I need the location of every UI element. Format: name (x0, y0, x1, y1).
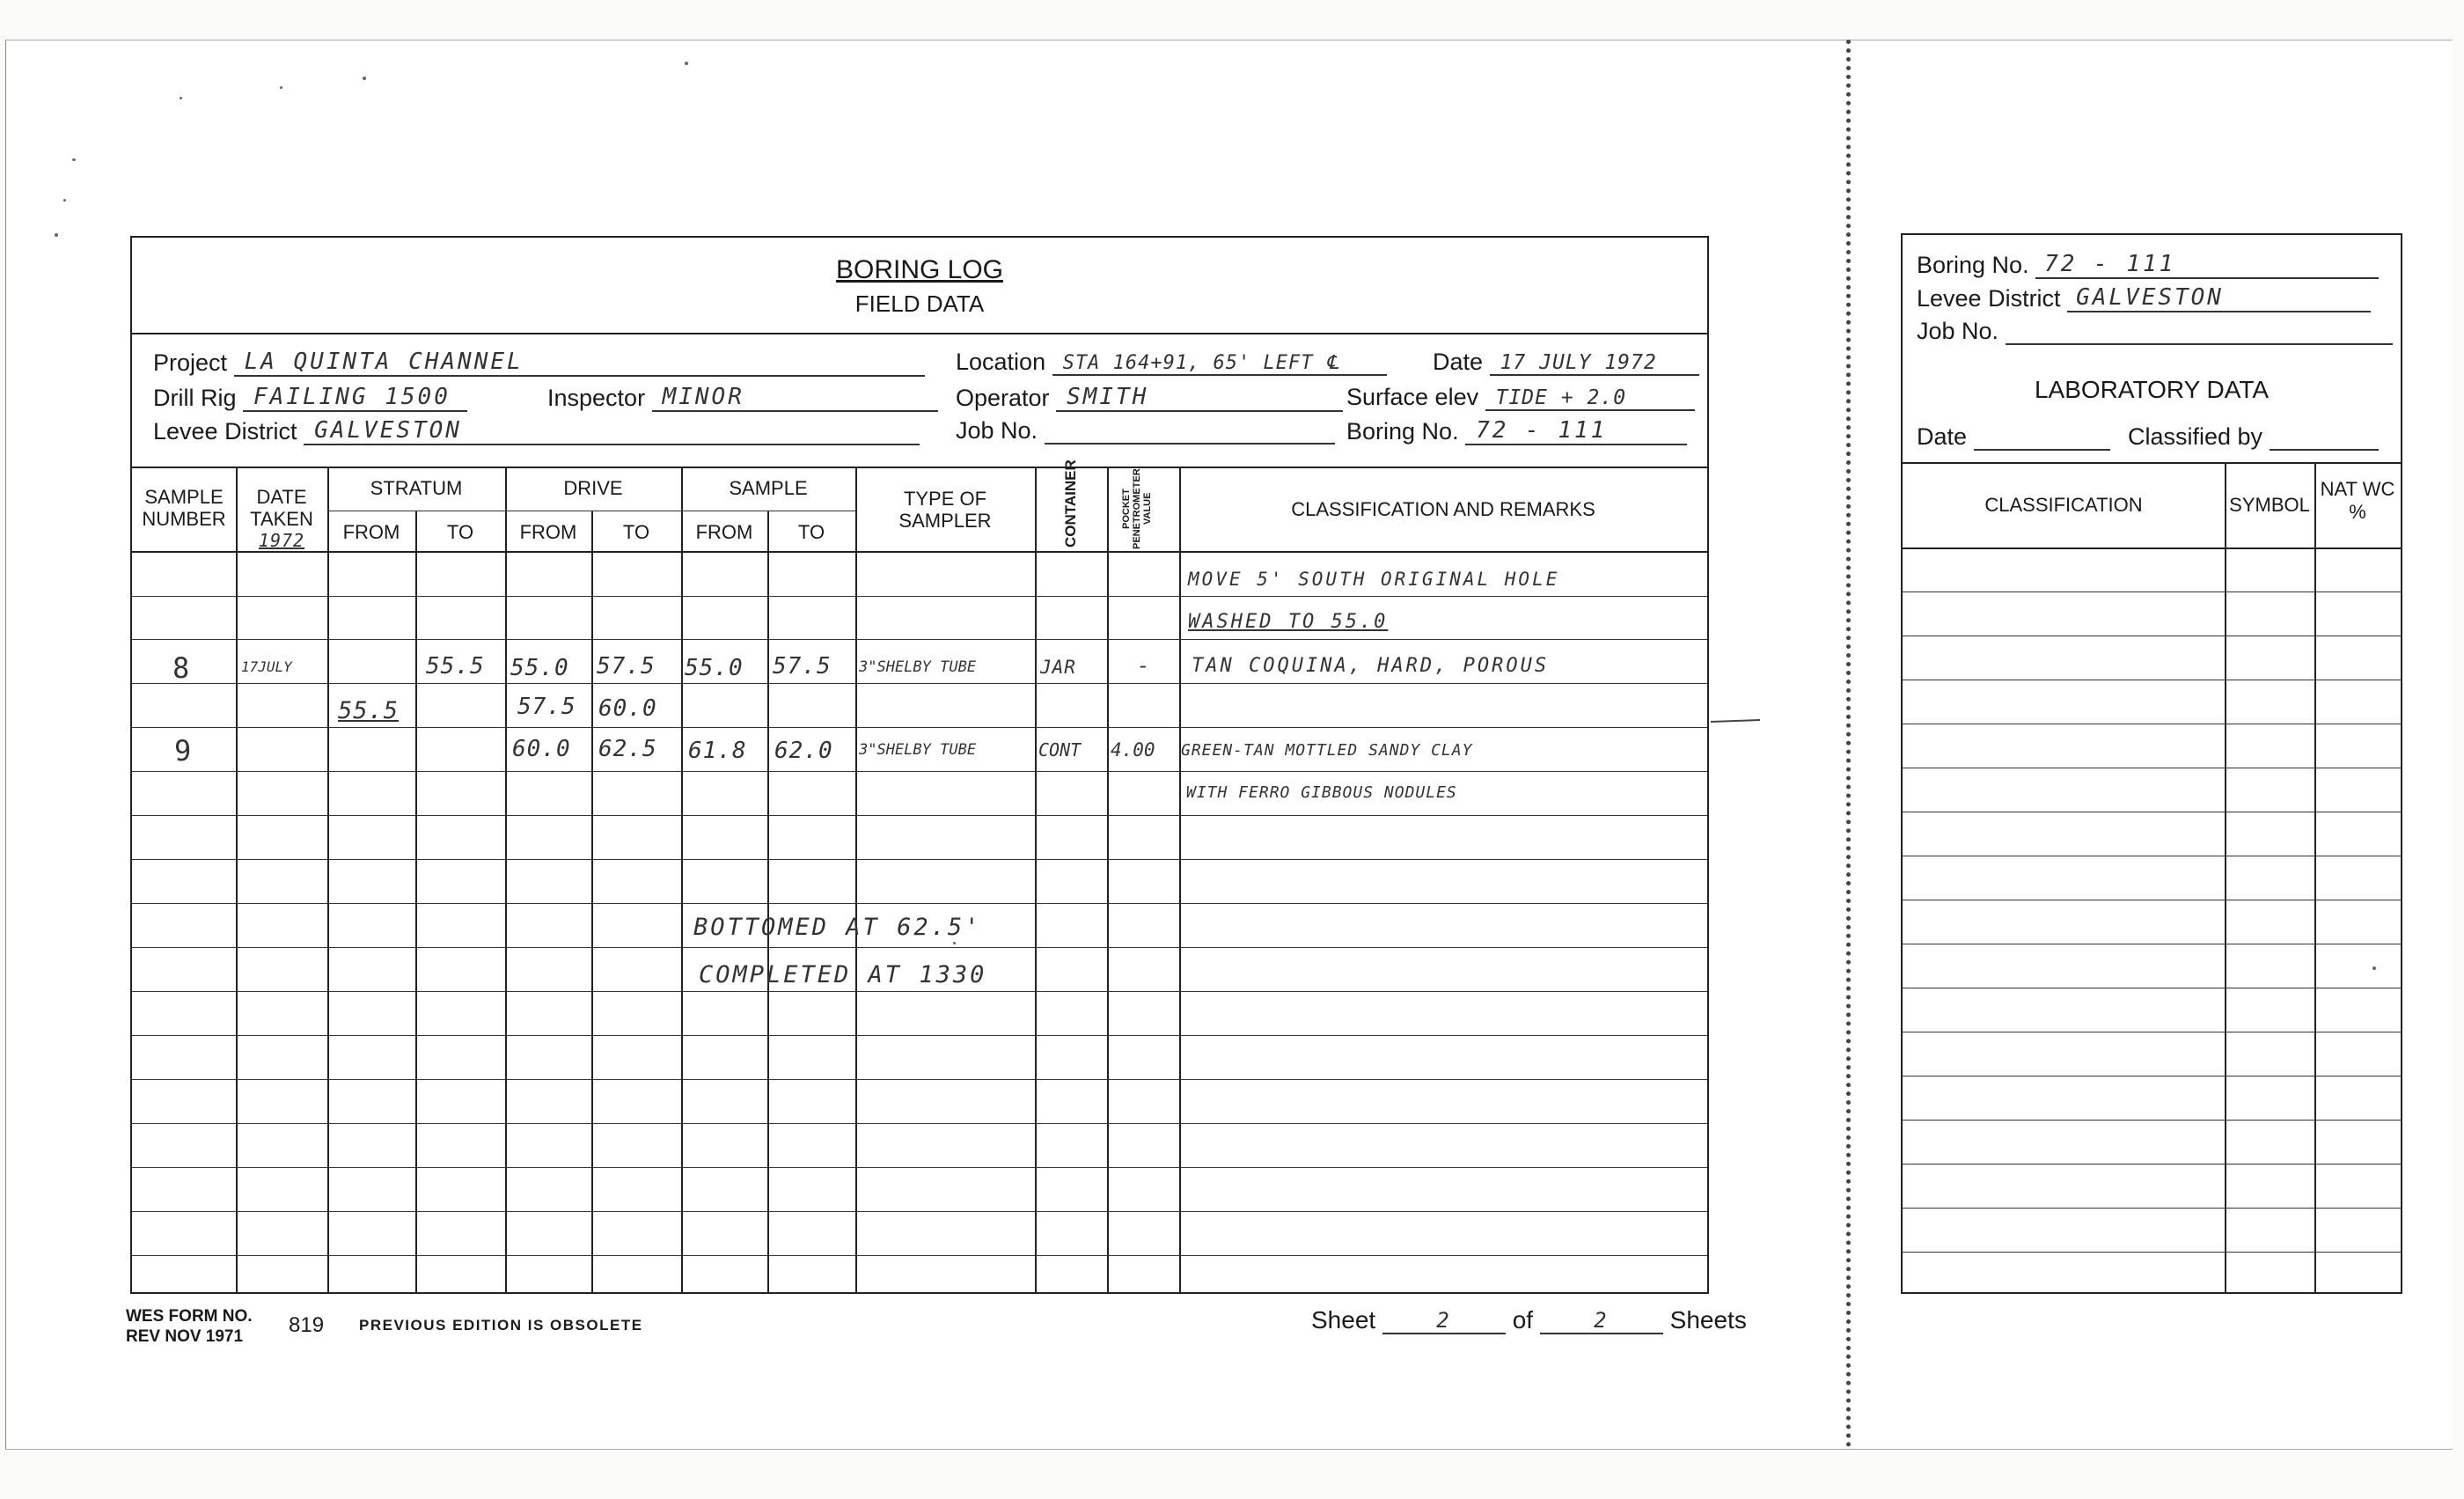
col-type-of-sampler: TYPE OF SAMPLER (898, 488, 992, 532)
sheet-number[interactable]: 2 (1382, 1308, 1506, 1334)
column-divider (2314, 464, 2316, 1292)
drive-to: 60.0 (598, 695, 657, 722)
lab-table (1903, 462, 2401, 1292)
boring-no-field (1346, 417, 1687, 445)
remark-line: MOVE 5' SOUTH ORIGINAL HOLE (1188, 569, 1560, 590)
completed-note: COMPLETED AT 1330 (699, 961, 987, 988)
remark-line: WASHED TO 55.0 (1188, 611, 1389, 633)
classified-by-value[interactable] (2270, 424, 2379, 451)
form-number: 819 (289, 1313, 325, 1337)
sample-to: 57.5 (773, 653, 832, 680)
col-stratum-to: TO (446, 521, 474, 543)
penetrometer-value: - (1137, 653, 1153, 678)
row-rule (132, 683, 1707, 684)
levee-district-label: Levee District (153, 418, 297, 445)
column-divider (415, 511, 417, 1292)
row-rule (1903, 1164, 2401, 1165)
row-rule (132, 903, 1707, 904)
row-rule (132, 1035, 1707, 1036)
form-revision: REV NOV 1971 (126, 1327, 244, 1346)
col-drive-from: FROM (519, 521, 577, 543)
col-drive: DRIVE (563, 477, 623, 499)
sample-from: 61.8 (688, 738, 747, 764)
column-divider (855, 467, 857, 1292)
surface-elev-field (1346, 384, 1695, 411)
location-label: Location (956, 349, 1046, 375)
scan-speck (55, 233, 58, 237)
row-rule (132, 639, 1707, 640)
form-title: BORING LOG (835, 255, 1004, 284)
sheet-total[interactable]: 2 (1540, 1308, 1663, 1334)
boring-no-label: Boring No. (1346, 418, 1459, 445)
sheets-label: Sheets (1669, 1306, 1747, 1334)
col-stratum: STRATUM (370, 477, 463, 499)
row-rule (132, 727, 1707, 728)
col-nat-wc-unit: % (2349, 501, 2366, 523)
levee-district-value[interactable]: GALVESTON (304, 417, 920, 445)
date-label: Date (1433, 349, 1484, 375)
log-title-block (132, 238, 1707, 334)
lab-job-no-value[interactable] (2006, 319, 2393, 345)
inspector-field (547, 384, 938, 412)
of-label: of (1512, 1306, 1534, 1334)
column-divider (236, 467, 238, 1292)
lab-levee-district-label: Levee District (1917, 285, 2061, 312)
row-rule (1903, 1120, 2401, 1121)
form-line: WES FORM NO. (126, 1307, 253, 1326)
column-divider (681, 467, 683, 1292)
col-container: CONTAINER (1062, 459, 1079, 547)
drill-rig-label: Drill Rig (153, 385, 237, 411)
laboratory-data-form (1901, 233, 2402, 1294)
row-rule (132, 1079, 1707, 1080)
col-classification: CLASSIFICATION (1984, 494, 2143, 516)
drill-rig-value[interactable]: FAILING 1500 (243, 384, 467, 412)
col-sample-to: TO (797, 521, 825, 543)
boring-log-form (130, 236, 1709, 1294)
lab-date-field (1917, 423, 2110, 451)
column-divider (1107, 467, 1109, 1292)
column-divider (1035, 467, 1037, 1292)
row-rule (132, 1123, 1707, 1124)
previous-edition-note: PREVIOUS EDITION IS OBSOLETE (359, 1317, 643, 1334)
drive-from: 60.0 (512, 736, 571, 762)
project-value[interactable]: LA QUINTA CHANNEL (234, 349, 925, 377)
col-sample-number: SAMPLE NUMBER (142, 486, 226, 530)
stratum-to: 55.5 (426, 653, 485, 680)
column-divider (591, 511, 593, 1292)
col-stratum-from: FROM (342, 521, 400, 543)
col-pocket-penetrometer: POCKET PENETROMETER VALUE (1121, 468, 1153, 549)
row-rule (1903, 1252, 2401, 1253)
operator-value[interactable]: SMITH (1056, 384, 1343, 412)
drive-to: 57.5 (597, 653, 656, 680)
inspector-value[interactable]: MINOR (652, 384, 938, 412)
location-field (956, 349, 1387, 376)
column-divider (327, 467, 329, 1292)
lab-date-label: Date (1917, 423, 1968, 450)
scan-speck (180, 97, 182, 99)
col-sample: SAMPLE (729, 477, 808, 499)
lab-title: LABORATORY DATA (2034, 376, 2270, 403)
levee-district-field (153, 417, 920, 445)
lab-boring-no-value[interactable]: 72 - 111 (2035, 251, 2379, 279)
col-date-taken: DATE TAKEN (250, 486, 313, 530)
penetrometer-value: 4.00 (1111, 739, 1155, 761)
row-rule (132, 815, 1707, 816)
col-symbol: SYMBOL (2229, 494, 2310, 516)
column-divider (1179, 467, 1181, 1292)
lab-levee-district-value[interactable]: GALVESTON (2067, 284, 2371, 312)
row-rule (132, 991, 1707, 992)
inspector-label: Inspector (547, 385, 646, 411)
form-subtitle: FIELD DATA (854, 290, 985, 317)
column-divider (2225, 464, 2226, 1292)
row-rule (132, 771, 1707, 772)
date-value[interactable]: 17 JULY 1972 (1490, 351, 1699, 376)
log-table (132, 459, 1707, 1292)
perforation-line (1846, 40, 1851, 1448)
remark-line: TAN COQUINA, HARD, POROUS (1192, 655, 1550, 677)
classified-by-field (2128, 423, 2379, 451)
surface-elev-value[interactable]: TIDE + 2.0 (1485, 386, 1695, 411)
row-rule (132, 947, 1707, 948)
column-divider (505, 467, 507, 1292)
location-value[interactable]: STA 164+91, 65' LEFT ℄ (1052, 352, 1387, 376)
drill-rig-field (153, 384, 467, 412)
project-field (153, 349, 925, 377)
project-label: Project (153, 349, 228, 376)
bottomed-note: BOTTOMED AT 62.5' (693, 914, 982, 941)
column-divider (767, 511, 769, 1292)
col-drive-to: TO (622, 521, 650, 543)
sample-number: 9 (174, 734, 194, 768)
col-sample-from: FROM (695, 521, 753, 543)
container: CONT (1038, 739, 1082, 761)
drive-to: 62.5 (598, 736, 657, 762)
sample-to: 62.0 (774, 738, 833, 764)
scan-speck (685, 62, 688, 65)
row-rule (132, 859, 1707, 860)
form-number-label (126, 1306, 253, 1347)
col-nat-wc: NAT WC (2320, 478, 2395, 500)
job-no-field (956, 417, 1335, 445)
scan-speck (63, 199, 66, 202)
remark-line: WITH FERRO GIBBOUS NODULES (1186, 783, 1457, 802)
container: JAR (1040, 657, 1076, 678)
col-date-year: 1972 (258, 530, 305, 551)
sampler-type: 3"SHELBY TUBE (859, 658, 977, 676)
remark-line: GREEN-TAN MOTTLED SANDY CLAY (1181, 741, 1473, 760)
scan-speck (72, 158, 76, 161)
lab-levee-district-field (1917, 284, 2371, 312)
row-rule (1903, 1208, 2401, 1209)
operator-label: Operator (956, 385, 1050, 411)
boring-no-value[interactable]: 72 - 111 (1465, 417, 1687, 445)
header-fields (132, 333, 1707, 468)
drive-from: 57.5 (517, 694, 576, 720)
row-rule (132, 1255, 1707, 1256)
lab-job-no-field (1917, 318, 2393, 345)
drive-from: 55.0 (510, 655, 569, 681)
stratum-from: 55.5 (338, 697, 400, 724)
job-no-label: Job No. (956, 417, 1038, 444)
lab-boring-no-label: Boring No. (1917, 252, 2029, 278)
sample-from: 55.0 (685, 655, 744, 681)
sampler-type: 3"SHELBY TUBE (859, 741, 977, 759)
row-rule (132, 1211, 1707, 1212)
lab-date-value[interactable] (1974, 424, 2110, 451)
scan-speck (363, 77, 366, 80)
header-rule (1903, 547, 2401, 549)
operator-field (956, 384, 1343, 412)
sheet-counter (1311, 1306, 1747, 1334)
scan-speck (280, 86, 282, 89)
row-rule (132, 596, 1707, 597)
surface-elev-label: Surface elev (1346, 384, 1479, 410)
header-rule (132, 551, 1707, 553)
lab-boring-no-field (1917, 251, 2379, 279)
sample-number: 8 (172, 651, 193, 685)
lab-job-no-label: Job No. (1917, 318, 1999, 344)
date-taken: 17JULY (241, 658, 292, 675)
row-rule (132, 1167, 1707, 1168)
job-no-value[interactable] (1045, 443, 1335, 445)
sheet-label: Sheet (1311, 1306, 1376, 1334)
col-classification-remarks: CLASSIFICATION AND REMARKS (1291, 498, 1595, 520)
classified-by-label: Classified by (2128, 423, 2263, 450)
date-field (1433, 349, 1699, 376)
